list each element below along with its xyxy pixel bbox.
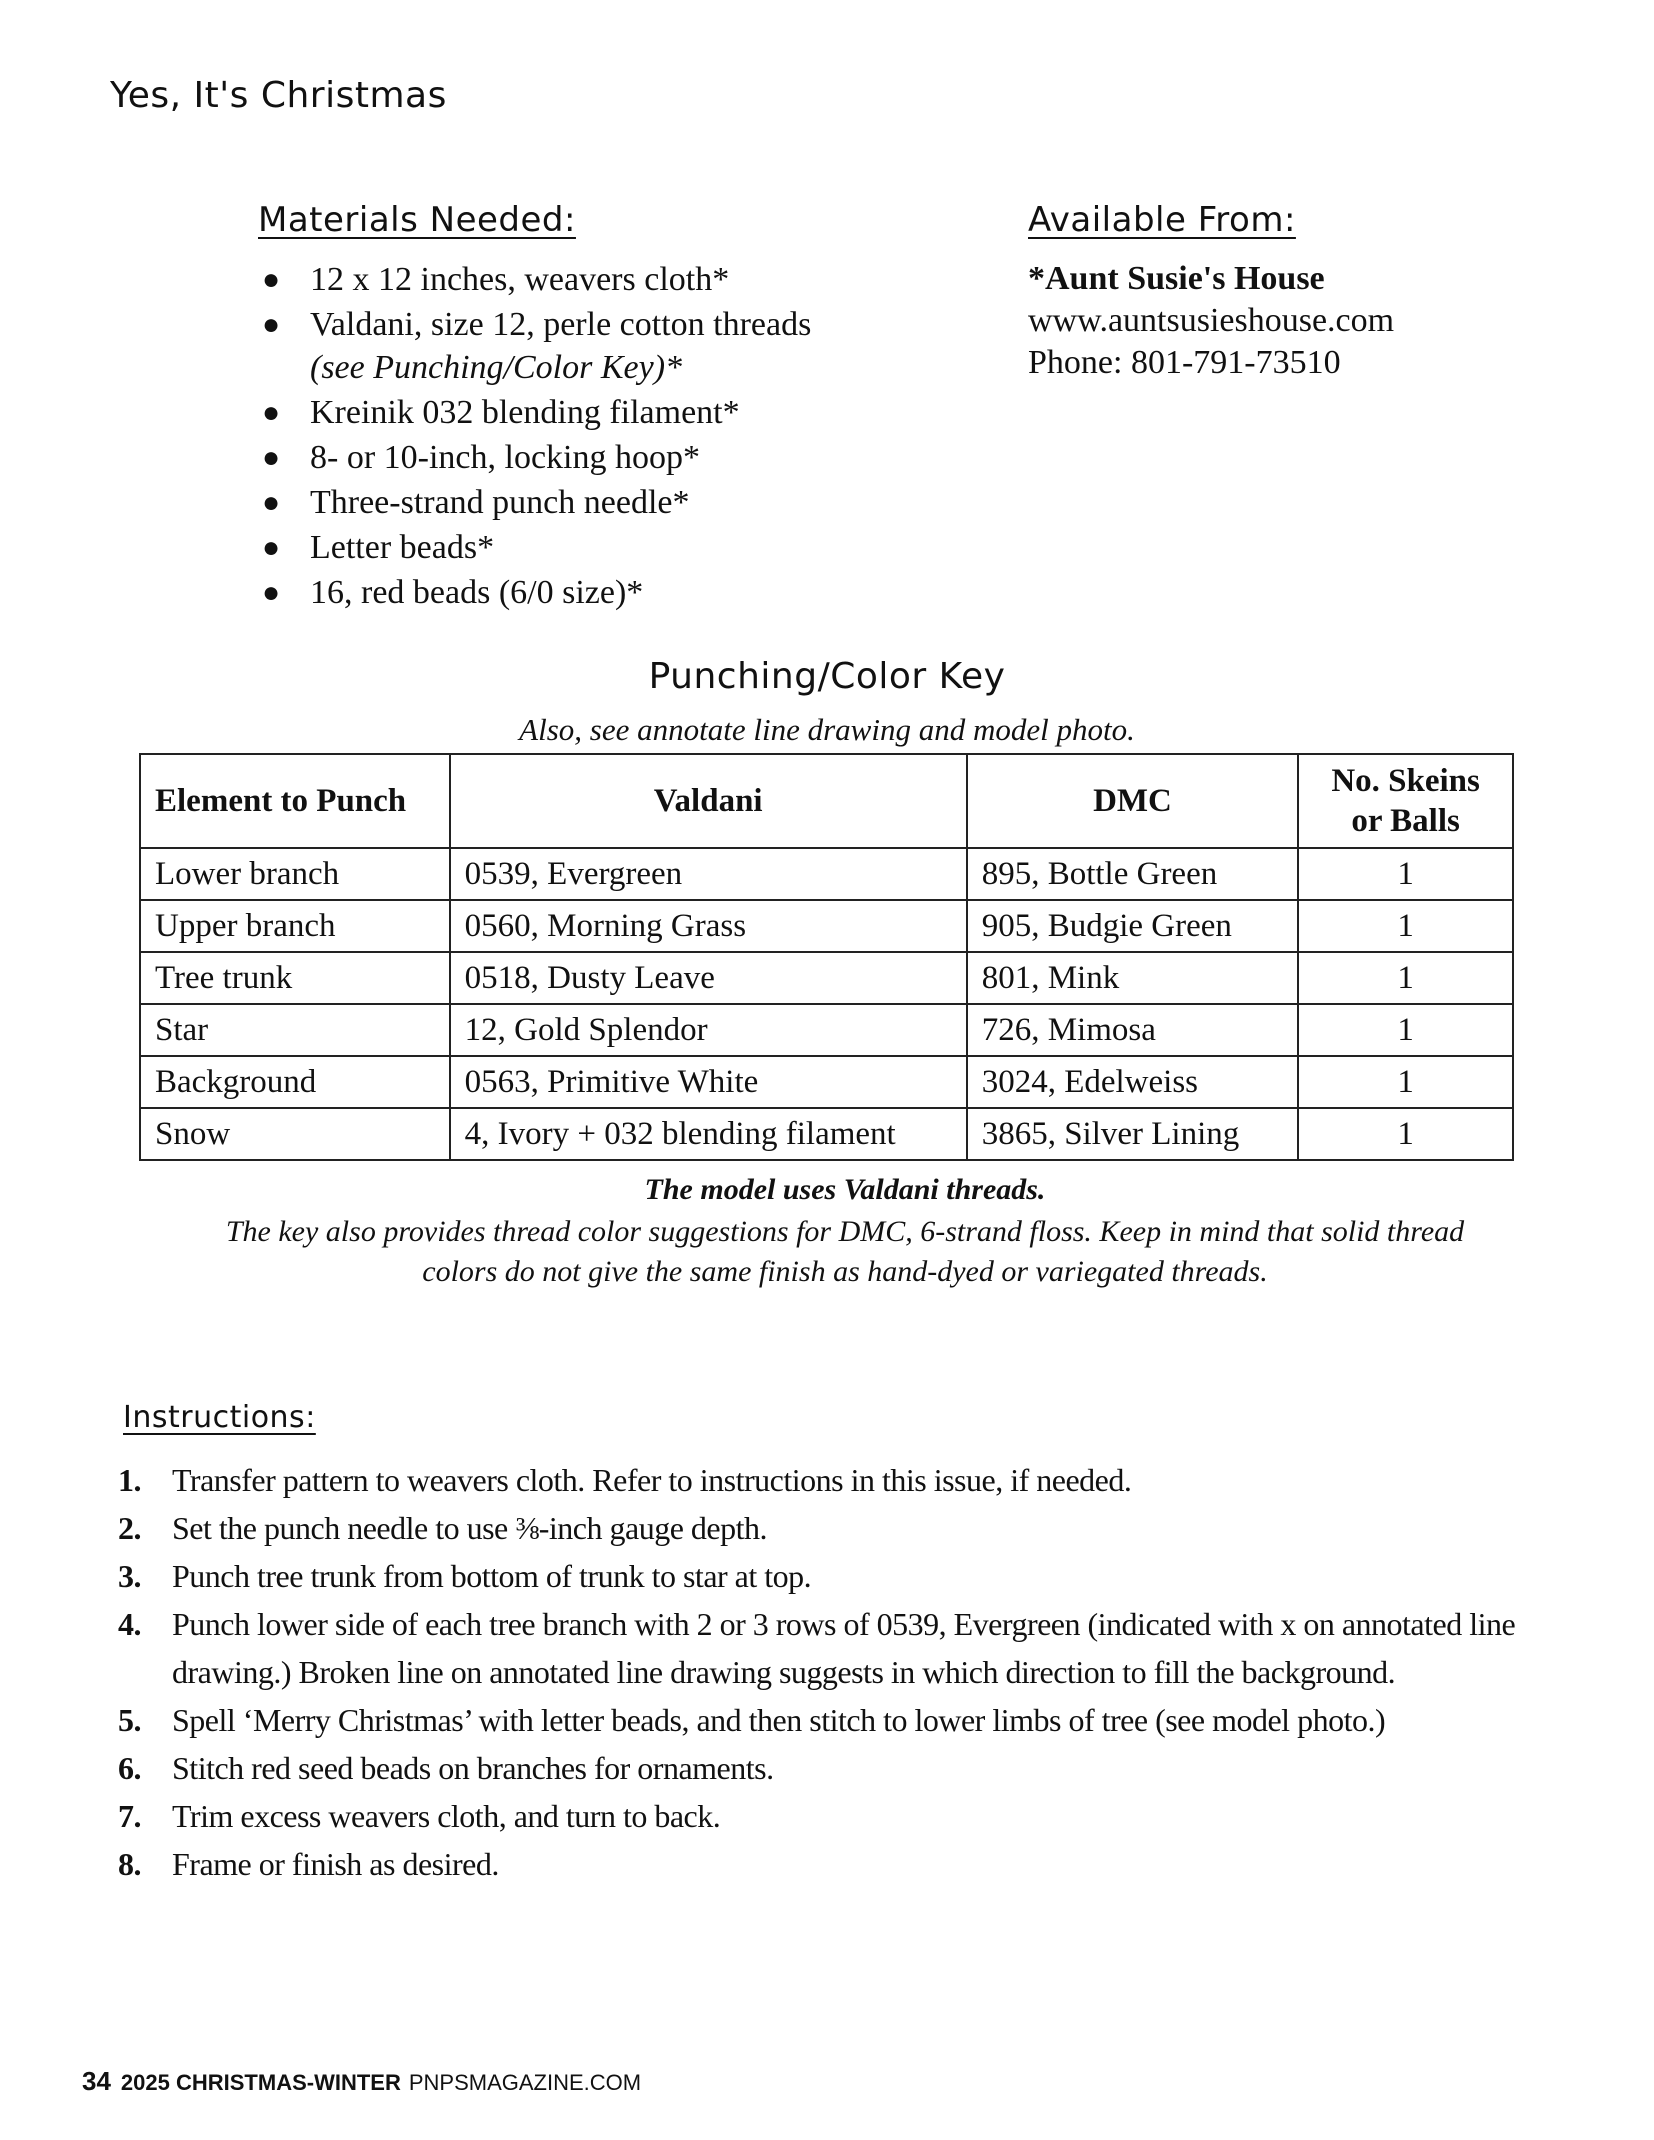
cell-dmc: 801, Mink [967,952,1299,1004]
page-footer [82,2066,641,2097]
list-item [118,1840,1538,1888]
bullet-icon: ● [262,441,281,474]
available-heading: Available From: [1028,200,1296,240]
list-item [258,571,1018,614]
cell-element: Star [140,1004,450,1056]
cell-skeins: 1 [1298,900,1513,952]
color-key-subtitle: Also, see annotate line drawing and model photo. [519,712,1135,747]
list-item [258,526,1018,569]
available-section [1028,200,1548,384]
site-link[interactable]: PNPSMAGAZINE.COM [408,2070,642,2095]
cell-skeins: 1 [1298,1056,1513,1108]
list-item [118,1504,1538,1552]
table-note-bold: The model uses Valdani threads. [644,1173,1046,1206]
cell-valdani: 4, Ivory + 032 blending filament [450,1108,967,1160]
step-text: Set the punch needle to use ⅜-inch gauge depth. [172,1510,767,1546]
cell-valdani: 12, Gold Splendor [450,1004,967,1056]
step-number: 7. [118,1798,141,1834]
cell-dmc: 726, Mimosa [967,1004,1299,1056]
header-skeins-line2: or Balls [1351,803,1460,839]
step-text: Punch tree trunk from bottom of trunk to star at top. [172,1558,812,1594]
table-row [140,1056,1513,1108]
bullet-icon: ● [262,531,281,564]
header-skeins [1298,754,1513,848]
instructions-list [118,1456,1538,1888]
material-text: Valdani, size 12, perle cotton threads [310,306,812,343]
step-number: 5. [118,1702,141,1738]
step-number: 3. [118,1558,141,1594]
table-note: The key also provides thread color suggestions for DMC, 6-strand floss. Keep in mind that solid thread colors do not give the same finish as hand-dyed or variegated threads. [225,1215,1465,1288]
material-text: 16, red beads (6/0 size)* [310,574,644,611]
list-item [118,1744,1538,1792]
material-text: Kreinik 032 blending filament* [310,394,740,431]
issue-label: 2025 CHRISTMAS-WINTER [120,2070,401,2095]
table-row [140,900,1513,952]
cell-element: Background [140,1056,450,1108]
page-title: Yes, It's Christmas [110,75,447,116]
header-element: Element to Punch [140,754,450,848]
supplier-phone: Phone: 801-791-73510 [1028,344,1341,381]
bullet-icon: ● [262,308,281,341]
step-number: 2. [118,1510,141,1546]
table-row [140,952,1513,1004]
material-text: Three-strand punch needle* [310,484,690,521]
material-text: 8- or 10-inch, locking hoop* [310,439,700,476]
table-row [140,1108,1513,1160]
list-item [258,391,1018,434]
cell-valdani: 0563, Primitive White [450,1056,967,1108]
table-row [140,1004,1513,1056]
bullet-icon: ● [262,263,281,296]
cell-dmc: 895, Bottle Green [967,848,1299,900]
color-key-title: Punching/Color Key [648,656,1006,697]
step-text: Trim excess weavers cloth, and turn to back. [172,1798,721,1834]
cell-valdani: 0518, Dusty Leave [450,952,967,1004]
materials-section [258,200,1018,616]
material-note: (see Punching/Color Key)* [310,349,683,386]
cell-element: Upper branch [140,900,450,952]
bullet-icon: ● [262,576,281,609]
step-number: 4. [118,1606,141,1642]
color-key-table [139,753,1514,1161]
instructions-heading: Instructions: [123,1400,316,1435]
cell-skeins: 1 [1298,1004,1513,1056]
list-item [258,436,1018,479]
step-text: Punch lower side of each tree branch with 2 or 3 rows of 0539, Evergreen (indicated with x on annotated line drawing.) Broken line on annotated line drawing suggests in which direction to fill the background. [172,1606,1516,1690]
cell-skeins: 1 [1298,1108,1513,1160]
cell-dmc: 3024, Edelweiss [967,1056,1299,1108]
cell-valdani: 0560, Morning Grass [450,900,967,952]
page-number: 34 [82,2066,111,2096]
cell-dmc: 3865, Silver Lining [967,1108,1299,1160]
step-text: Transfer pattern to weavers cloth. Refer to instructions in this issue, if needed. [172,1462,1132,1498]
supplier-name: *Aunt Susie's House [1028,260,1325,297]
materials-heading: Materials Needed: [258,200,576,240]
list-item [118,1456,1538,1504]
list-item [118,1600,1538,1696]
cell-element: Tree trunk [140,952,450,1004]
cell-valdani: 0539, Evergreen [450,848,967,900]
material-text: Letter beads* [310,529,495,566]
table-header-row [140,754,1513,848]
cell-skeins: 1 [1298,848,1513,900]
table-row [140,848,1513,900]
supplier-website[interactable]: www.auntsusieshouse.com [1028,302,1395,339]
materials-list [258,258,1018,614]
header-dmc: DMC [967,754,1299,848]
list-item [118,1552,1538,1600]
bullet-icon: ● [262,396,281,429]
material-text: 12 x 12 inches, weavers cloth* [310,261,730,298]
step-number: 8. [118,1846,141,1882]
step-text: Spell ‘Merry Christmas’ with letter beads, and then stitch to lower limbs of tree (see model photo.) [172,1702,1386,1738]
list-item [258,258,1018,301]
bullet-icon: ● [262,486,281,519]
step-text: Frame or finish as desired. [172,1846,499,1882]
cell-element: Lower branch [140,848,450,900]
list-item [258,481,1018,524]
list-item [258,303,1018,389]
cell-dmc: 905, Budgie Green [967,900,1299,952]
header-valdani: Valdani [450,754,967,848]
cell-skeins: 1 [1298,952,1513,1004]
cell-element: Snow [140,1108,450,1160]
list-item [118,1792,1538,1840]
step-number: 1. [118,1462,141,1498]
list-item [118,1696,1538,1744]
step-text: Stitch red seed beads on branches for ornaments. [172,1750,774,1786]
step-number: 6. [118,1750,141,1786]
header-skeins-line1: No. Skeins [1331,763,1480,799]
